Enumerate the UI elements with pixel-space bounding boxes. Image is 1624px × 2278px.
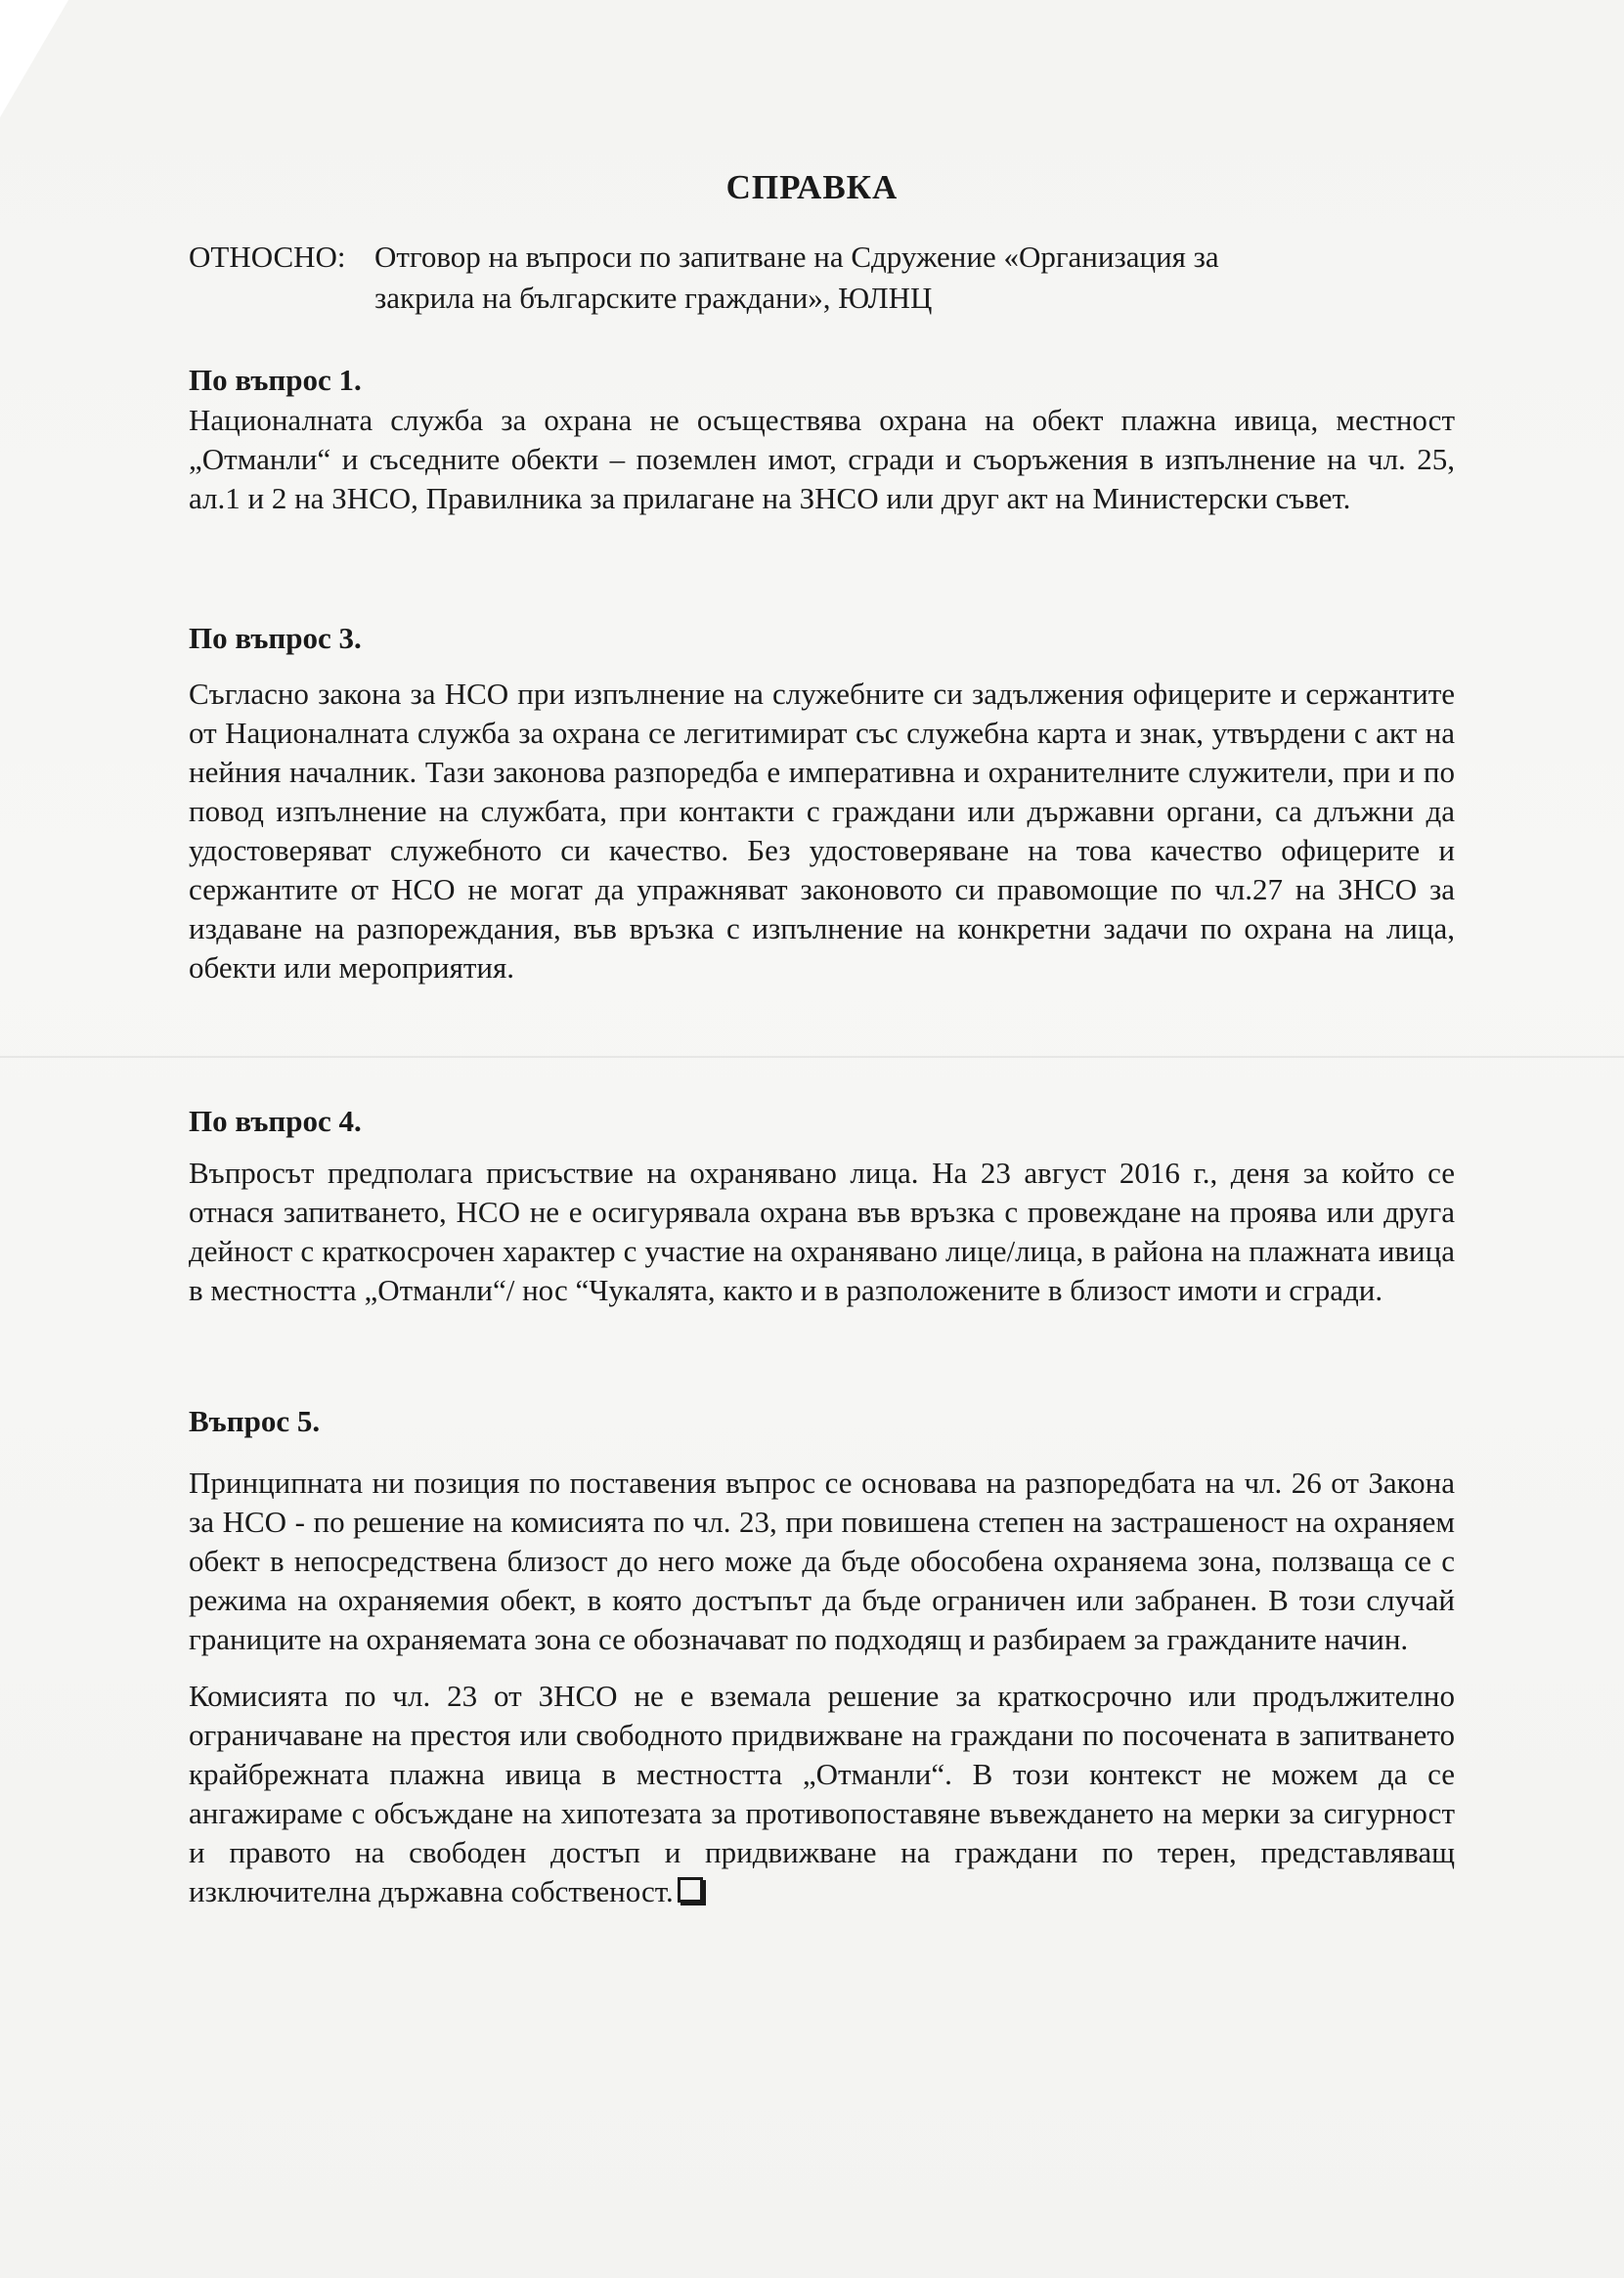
section-heading: По въпрос 1. bbox=[189, 363, 362, 397]
section-heading: По въпрос 4. bbox=[189, 1104, 362, 1138]
fold-crease bbox=[0, 1056, 1624, 1058]
section-paragraph: Националната служба за охрана не осъществява охрана на обект плажна ивица, местност „Отманли“ и съседните обекти – поземлен имот, сгради и съоръжения в изпълнение на чл. 25, ал.1 и 2 на ЗНСО, Правилника за прилагане на ЗНСО или друг акт на Министерски съвет. bbox=[189, 403, 1455, 515]
section-paragraph: Принципната ни позиция по поставения въпрос се основава на разпоредбата на чл. 26 от Закона за НСО - по решение на комисията по чл. 23, при повишена степен на застрашеност на охраняем обект в непосредствена близост до него може да бъде обособена охраняема зона, ползваща се с режима на охраняемия обект, в която достъпът да бъде ограничен или забранен. В този случай границите на охраняемата зона се обозначават по подходящ и разбираем за гражданите начин. bbox=[189, 1466, 1455, 1656]
folded-corner bbox=[0, 0, 68, 117]
regarding-text-line2: закрила на българските граждани», ЮЛНЦ bbox=[374, 281, 933, 315]
section-question-5 bbox=[189, 1401, 1455, 1911]
section-paragraph-end bbox=[189, 1677, 1455, 1911]
section-paragraph-text: Комисията по чл. 23 от ЗНСО не е вземала решение за краткосрочно или продължително ограничаване на престоя или свободното придвижване на граждани по посочената в запитването крайбрежната плажна ивица в местността „Отманли“. В този контекст не можем да се ангажираме с обсъждане на хипотезата за противопоставяне въвеждането на мерки за сигурност и правото на свободен достъп и придвижване на граждани по терен, представляващ изключителна държавна собственост. bbox=[189, 1679, 1455, 1908]
section-heading: Въпрос 5. bbox=[189, 1404, 321, 1438]
regarding-block bbox=[189, 237, 1421, 319]
section-question-1 bbox=[189, 360, 1455, 518]
section-heading: По въпрос 3. bbox=[189, 621, 362, 655]
section-paragraph: Съгласно закона за НСО при изпълнение на служебните си задължения офицерите и сержантите от Националната служба за охрана се легитимират със служебна карта и знак, утвърдени с акт на нейния началник. Тази законова разпоредба е императивна и охранителните служители, при и по повод изпълнение на службата, при контакти с граждани или държавни органи, са длъжни да удостоверяват служебното си качество. Без удостоверяване на това качество офицерите и сержантите от НСО не могат да упражняват законовото си правомощие по чл.27 на ЗНСО за издаване на разпореждания, във връзка с изпълнение на конкретни задачи по охрана на лица, обекти или мероприятия. bbox=[189, 677, 1455, 985]
regarding-label: ОТНОСНО: bbox=[189, 240, 346, 274]
document-title: СПРАВКА bbox=[725, 168, 899, 206]
end-mark-icon bbox=[678, 1877, 703, 1903]
regarding-text-line1: Отговор на въпроси по запитване на Сдружение «Организация за bbox=[374, 240, 1219, 274]
section-question-4 bbox=[189, 1101, 1455, 1310]
section-question-3 bbox=[189, 618, 1455, 987]
section-paragraph: Въпросът предполага присъствие на охранявано лица. На 23 август 2016 г., деня за който се отнася запитването, НСО не е осигурявала охрана във връзка с провеждане на проява или друга дейност с краткосрочен характер с участие на охранявано лице/лица, в района на плажната ивица в местността „Отманли“/ нос “Чукалята, както и в разположените в близост имоти и сгради. bbox=[189, 1156, 1455, 1307]
